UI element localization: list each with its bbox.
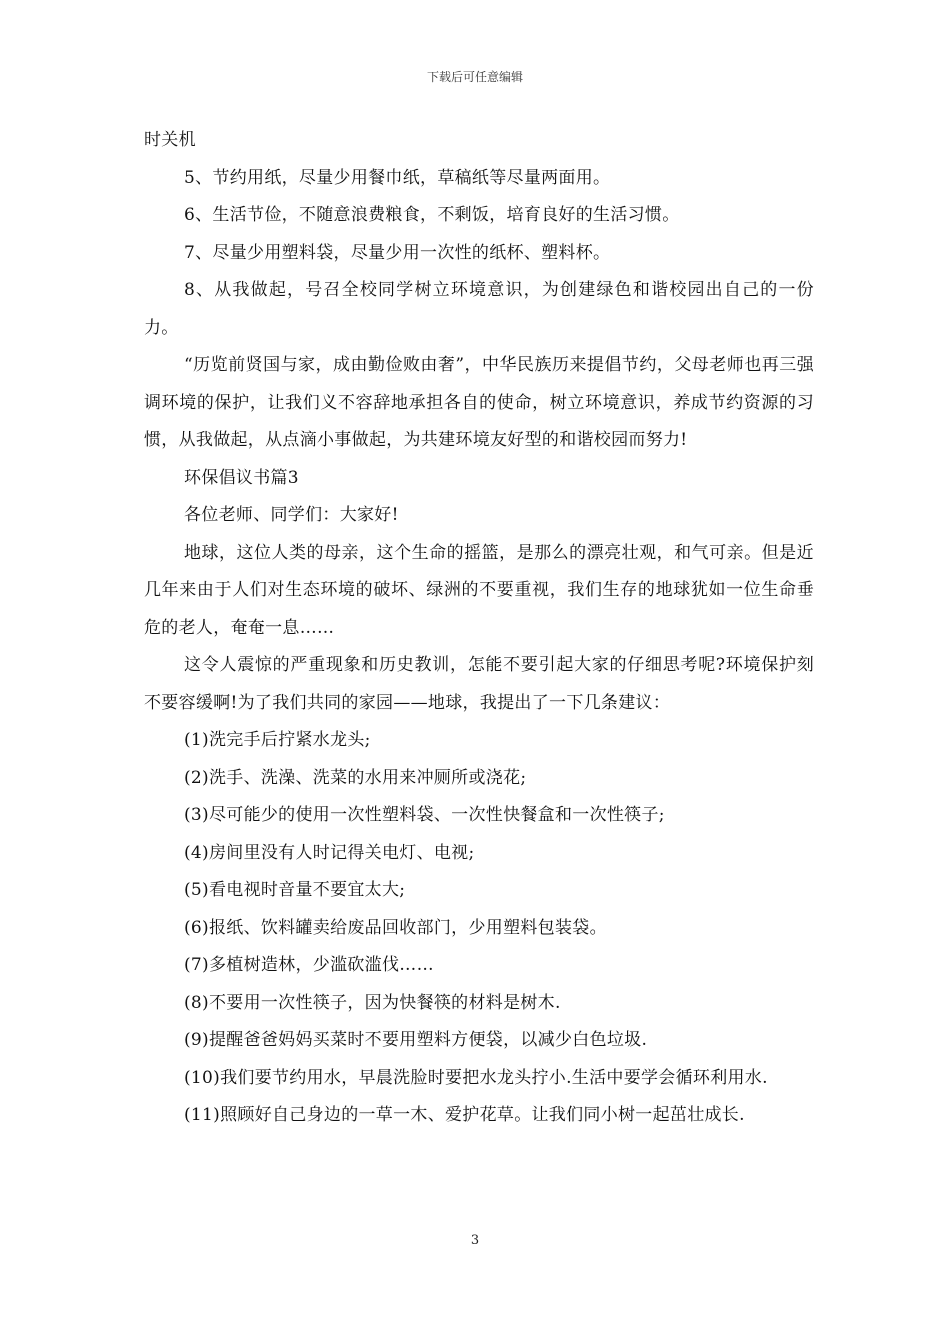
paragraph: “历览前贤国与家，成由勤俭败由奢”，中华民族历来提倡节约，父母老师也再三强调环境的保护，让我们义不容辞地承担各自的使命，树立环境意识，养成节约资源的习惯，从我做起，从点滴小事做起，为共建环境友好型的和谐校园而努力!: [144, 355, 814, 450]
list-item: (3)尽可能少的使用一次性塑料袋、一次性快餐盒和一次性筷子;: [184, 805, 665, 825]
paragraph: 6、生活节俭，不随意浪费粮食，不剩饭，培育良好的生活习惯。: [184, 205, 680, 225]
list-item: (4)房间里没有人时记得关电灯、电视;: [184, 842, 475, 863]
page-header: 下载后可任意编辑: [426, 70, 523, 84]
paragraph: 8、从我做起，号召全校同学树立环境意识，为创建绿色和谐校园出自己的一份力。: [144, 280, 814, 338]
paragraph: 地球，这位人类的母亲，这个生命的摇篮，是那么的漂亮壮观，和气可亲。但是近几年来由于人们对生态环境的破坏、绿洲的不要重视，我们生存的地球犹如一位生命垂危的老人，奄奄一息……: [144, 542, 814, 638]
list-item: (7)多植树造林，少滥砍滥伐……: [184, 955, 434, 975]
greeting: 各位老师、同学们：大家好!: [184, 505, 399, 525]
paragraph: 时关机: [144, 130, 196, 150]
list-item: (6)报纸、饮料罐卖给废品回收部门，少用塑料包装袋。: [184, 917, 607, 938]
list-item: (8)不要用一次性筷子，因为快餐筷的材料是树木.: [184, 992, 561, 1013]
list-item: (5)看电视时音量不要宜太大;: [184, 880, 406, 900]
paragraph: 这令人震惊的严重现象和历史教训，怎能不要引起大家的仔细思考呢?环境保护刻不要容缓啊!为了我们共同的家园——地球，我提出了一下几条建议：: [144, 655, 814, 713]
list-item: (10)我们要节约用水，早晨洗脸时要把水龙头拧小.生活中要学会循环利用水.: [184, 1067, 768, 1088]
paragraph: 5、节约用纸，尽量少用餐巾纸，草稿纸等尽量两面用。: [184, 167, 611, 188]
paragraph: 7、尽量少用塑料袋，尽量少用一次性的纸杯、塑料杯。: [184, 242, 611, 263]
page-number: 3: [470, 1233, 480, 1248]
list-item: (2)洗手、洗澡、洗菜的水用来冲厕所或浇花;: [184, 767, 527, 788]
list-item: (9)提醒爸爸妈妈买菜时不要用塑料方便袋，以减少白色垃圾.: [184, 1030, 648, 1050]
list-item: (1)洗完手后拧紧水龙头;: [184, 730, 371, 750]
section-title: 环保倡议书篇3: [184, 467, 299, 488]
list-item: (11)照顾好自己身边的一草一木、爱护花草。让我们同小树一起茁壮成长.: [184, 1105, 745, 1125]
document-body: [144, 122, 814, 1135]
